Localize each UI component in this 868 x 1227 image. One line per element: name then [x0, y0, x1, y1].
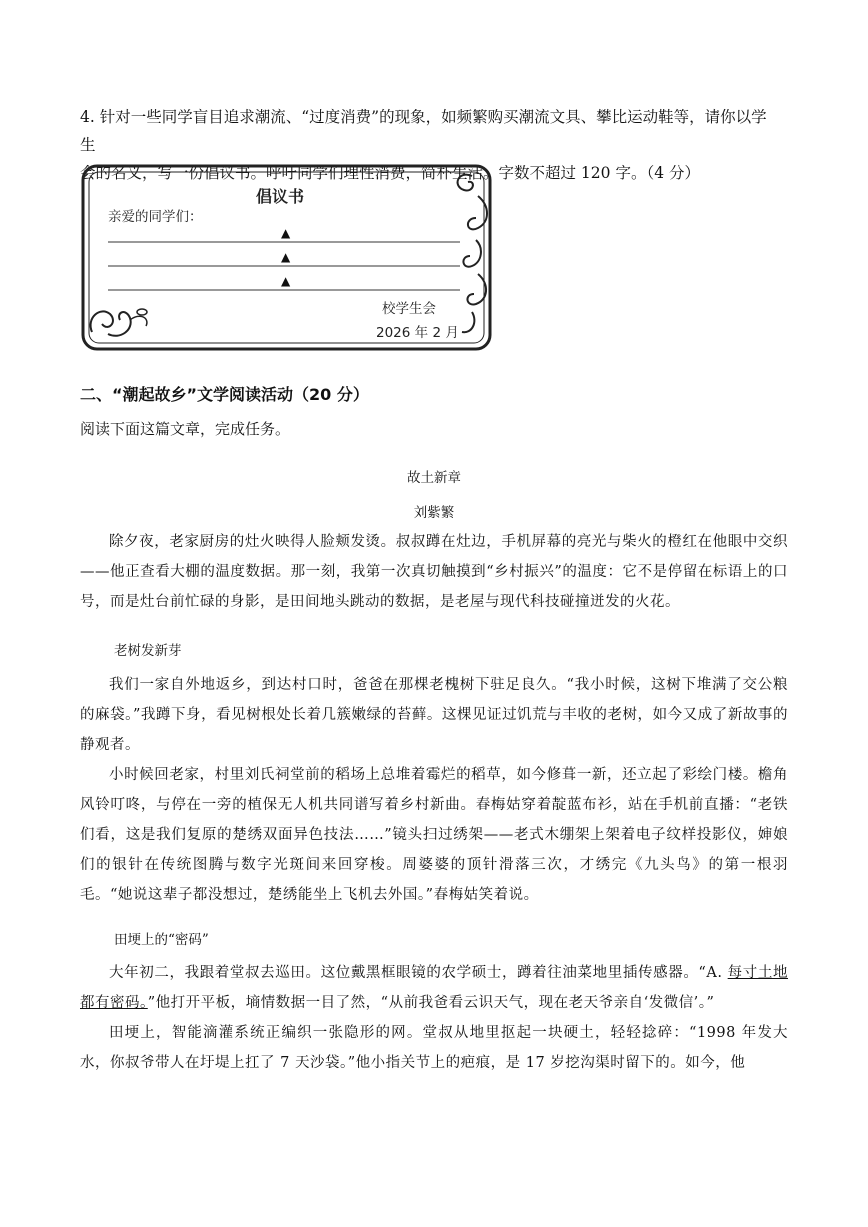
- article-section-1: [80, 670, 788, 910]
- proposal-signature: 校学生会: [382, 301, 436, 317]
- question-4-line-1: 4. 针对一些同学盲目追求潮流、“过度消费”的现象，如频繁购买潮流文具、攀比运动鞋等，请你以学生: [80, 108, 767, 154]
- section-2-heading: 二、“潮起故乡”文学阅读活动（20 分）: [80, 385, 369, 404]
- blank-marker: ▲: [281, 226, 291, 240]
- proposal-title: 倡议书: [256, 187, 305, 206]
- blank-marker: ▲: [281, 250, 291, 264]
- article-section-2: [80, 958, 788, 1078]
- proposal-date: 2026 年 2 月: [376, 325, 459, 341]
- paragraph: 除夕夜，老家厨房的灶火映得人脸颊发烫。叔叔蹲在灶边，手机屏幕的亮光与柴火的橙红在他眼中交织——他正查看大棚的温度数据。那一刻，我第一次真切触摸到“乡村振兴”的温度：它不是停留在标语上的口号，而是灶台前忙碌的身影，是田间地头跳动的数据，是老屋与现代科技碰撞迸发的火花。: [80, 534, 788, 610]
- proposal-template-box: [80, 162, 496, 354]
- section-2-instruction: 阅读下面这篇文章，完成任务。: [80, 420, 291, 438]
- paragraph: [80, 958, 788, 1018]
- paragraph: 我们一家自外地返乡，到达村口时，爸爸在那棵老槐树下驻足良久。“我小时候，这树下堆满了交公粮的麻袋。”我蹲下身，看见树根处长着几簇嫩绿的苔藓。这棵见证过饥荒与丰收的老树，如今又成了新故事的静观者。: [80, 677, 788, 753]
- question-4-line-2: 会的名义，写一份倡议书。呼吁同学们理性消费，简朴生活。字数不超过 120 字。（4 分）: [80, 164, 700, 182]
- article-intro: [80, 527, 788, 617]
- text-span: ”他打开平板，墒情数据一目了然，“从前我爸看云识天气，现在老天爷亲自‘发微信’。”: [147, 995, 715, 1011]
- article-title: 故土新章: [407, 470, 461, 486]
- paragraph: 小时候回老家，村里刘氏祠堂前的稻场上总堆着霉烂的稻草，如今修葺一新，还立起了彩绘门楼。檐角风铃叮咚，与停在一旁的植保无人机共同谱写着乡村新曲。春梅姑穿着靛蓝布衫，站在手机前直播：“老铁们看，这是我们复原的楚绣双面异色技法……”镜头扫过绣架——老式木绷架上架着电子纹样投影仪，婶娘们的银针在传统图腾与数字光斑间来回穿梭。周婆婆的顶针滑落三次，才绣完《九头鸟》的第一根羽毛。“她说这辈子都没想过，楚绣能坐上飞机去外国。”春梅姑笑着说。: [80, 767, 788, 903]
- paragraph: 田埂上，智能滴灌系统正编织一张隐形的网。堂叔从地里抠起一块硬土，轻轻捻碎：“1998 年发大水，你叔爷带人在圩堤上扛了 7 天沙袋。”他小指关节上的疤痕，是 17 岁挖沟渠时留下的。如今，他: [80, 1025, 788, 1071]
- text-span: 大年初二，我跟着堂叔去巡田。这位戴黑框眼镜的农学硕士，蹲着往油菜地里插传感器。“A.: [109, 965, 728, 981]
- subheading-field-code: 田埂上的“密码”: [114, 932, 209, 948]
- article-author: 刘紫繁: [413, 505, 455, 521]
- proposal-greeting: 亲爱的同学们：: [108, 209, 203, 225]
- subheading-old-tree: 老树发新芽: [114, 643, 182, 659]
- underlined-sentence-a: 每寸土地都有密码。: [80, 965, 788, 1011]
- blank-marker: ▲: [281, 274, 291, 288]
